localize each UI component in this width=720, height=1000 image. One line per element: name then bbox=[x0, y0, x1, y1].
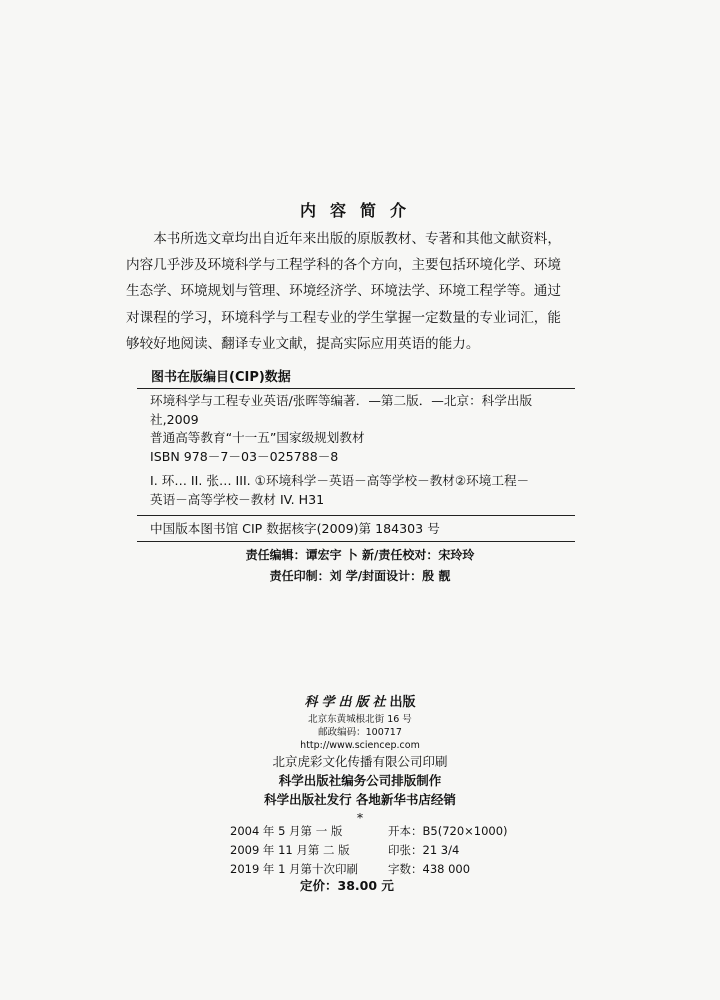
publisher-website: http://www.sciencep.com bbox=[300, 740, 420, 751]
edition-spec: 开本：B5(720×1000) bbox=[388, 824, 508, 838]
summary-title: 内容简介 bbox=[299, 201, 420, 220]
summary-line: 本书所选文章均出自近年来出版的原版教材、专著和其他文献资料， bbox=[153, 231, 561, 247]
separator-star: * bbox=[357, 811, 363, 825]
typesetting-line: 科学出版社编务公司排版制作 bbox=[278, 773, 442, 788]
edition-table bbox=[230, 822, 508, 879]
cip-line: 环境科学与工程专业英语/张晖等编著．—第二版．—北京：科学出版 bbox=[150, 393, 533, 408]
edition-date: 2009 年 11 月第 二 版 bbox=[230, 843, 350, 857]
edition-spec: 字数：438 000 bbox=[388, 862, 471, 876]
publisher-logo-text: 科学出版社 bbox=[304, 695, 390, 710]
summary-line: 内容几乎涉及环境科学与工程学科的各个方向，主要包括环境化学、环境 bbox=[126, 257, 561, 274]
cip-line: I. 环… II. 张… III. ①环境科学－英语－高等学校－教材②环境工程－ bbox=[150, 473, 530, 488]
editors-block bbox=[0, 545, 720, 587]
cip-classification bbox=[150, 472, 570, 509]
publisher-name bbox=[0, 693, 720, 713]
cip-heading: 图书在版编目(CIP)数据 bbox=[151, 370, 291, 385]
publisher-postcode: 邮政编码：100717 bbox=[318, 727, 402, 738]
summary-line: 对课程的学习，环境科学与工程专业的学生掌握一定数量的专业词汇，能 bbox=[126, 309, 561, 326]
cip-divider bbox=[137, 515, 575, 516]
summary-line: 够较好地阅读、翻译专业文献，提高实际应用英语的能力。 bbox=[126, 335, 480, 352]
cip-line: 英语－高等学校－教材 IV. H31 bbox=[150, 491, 325, 507]
publisher-address: 北京东黄城根北街 16 号 bbox=[308, 714, 412, 725]
publisher-suffix: 出版 bbox=[389, 695, 416, 710]
edition-date: 2004 年 5 月第 一 版 bbox=[230, 824, 343, 838]
distribution-line: 科学出版社发行 各地新华书店经销 bbox=[264, 792, 456, 807]
cip-main-entry bbox=[150, 392, 570, 466]
cip-line: ISBN 978－7－03－025788－8 bbox=[150, 448, 339, 464]
cip-divider bbox=[137, 388, 575, 389]
editors-line: 责任印制：刘 学/封面设计：殷 靓 bbox=[269, 569, 451, 583]
cip-verification-line: 中国版本图书馆 CIP 数据核字(2009)第 184303 号 bbox=[150, 521, 440, 536]
printer-line: 北京虎彩文化传播有限公司印刷 bbox=[272, 754, 448, 769]
cip-verification bbox=[150, 520, 570, 539]
summary-paragraph bbox=[126, 226, 584, 357]
edition-spec: 印张：21 3/4 bbox=[388, 843, 460, 857]
editors-line: 责任编辑：谭宏宇 卜 新/责任校对：宋玲玲 bbox=[245, 548, 475, 562]
cip-line: 社,2009 bbox=[150, 411, 199, 427]
edition-row bbox=[230, 822, 508, 841]
cip-divider bbox=[137, 541, 575, 542]
publisher-block bbox=[0, 693, 720, 825]
edition-row bbox=[230, 841, 508, 860]
price: 定价：38.00 元 bbox=[300, 878, 394, 893]
cip-line: 普通高等教育“十一五”国家级规划教材 bbox=[150, 430, 365, 445]
summary-line: 生态学、环境规划与管理、环境经济学、环境法学、环境工程学等。通过 bbox=[126, 283, 561, 300]
edition-date: 2019 年 1 月第十次印刷 bbox=[230, 862, 359, 876]
